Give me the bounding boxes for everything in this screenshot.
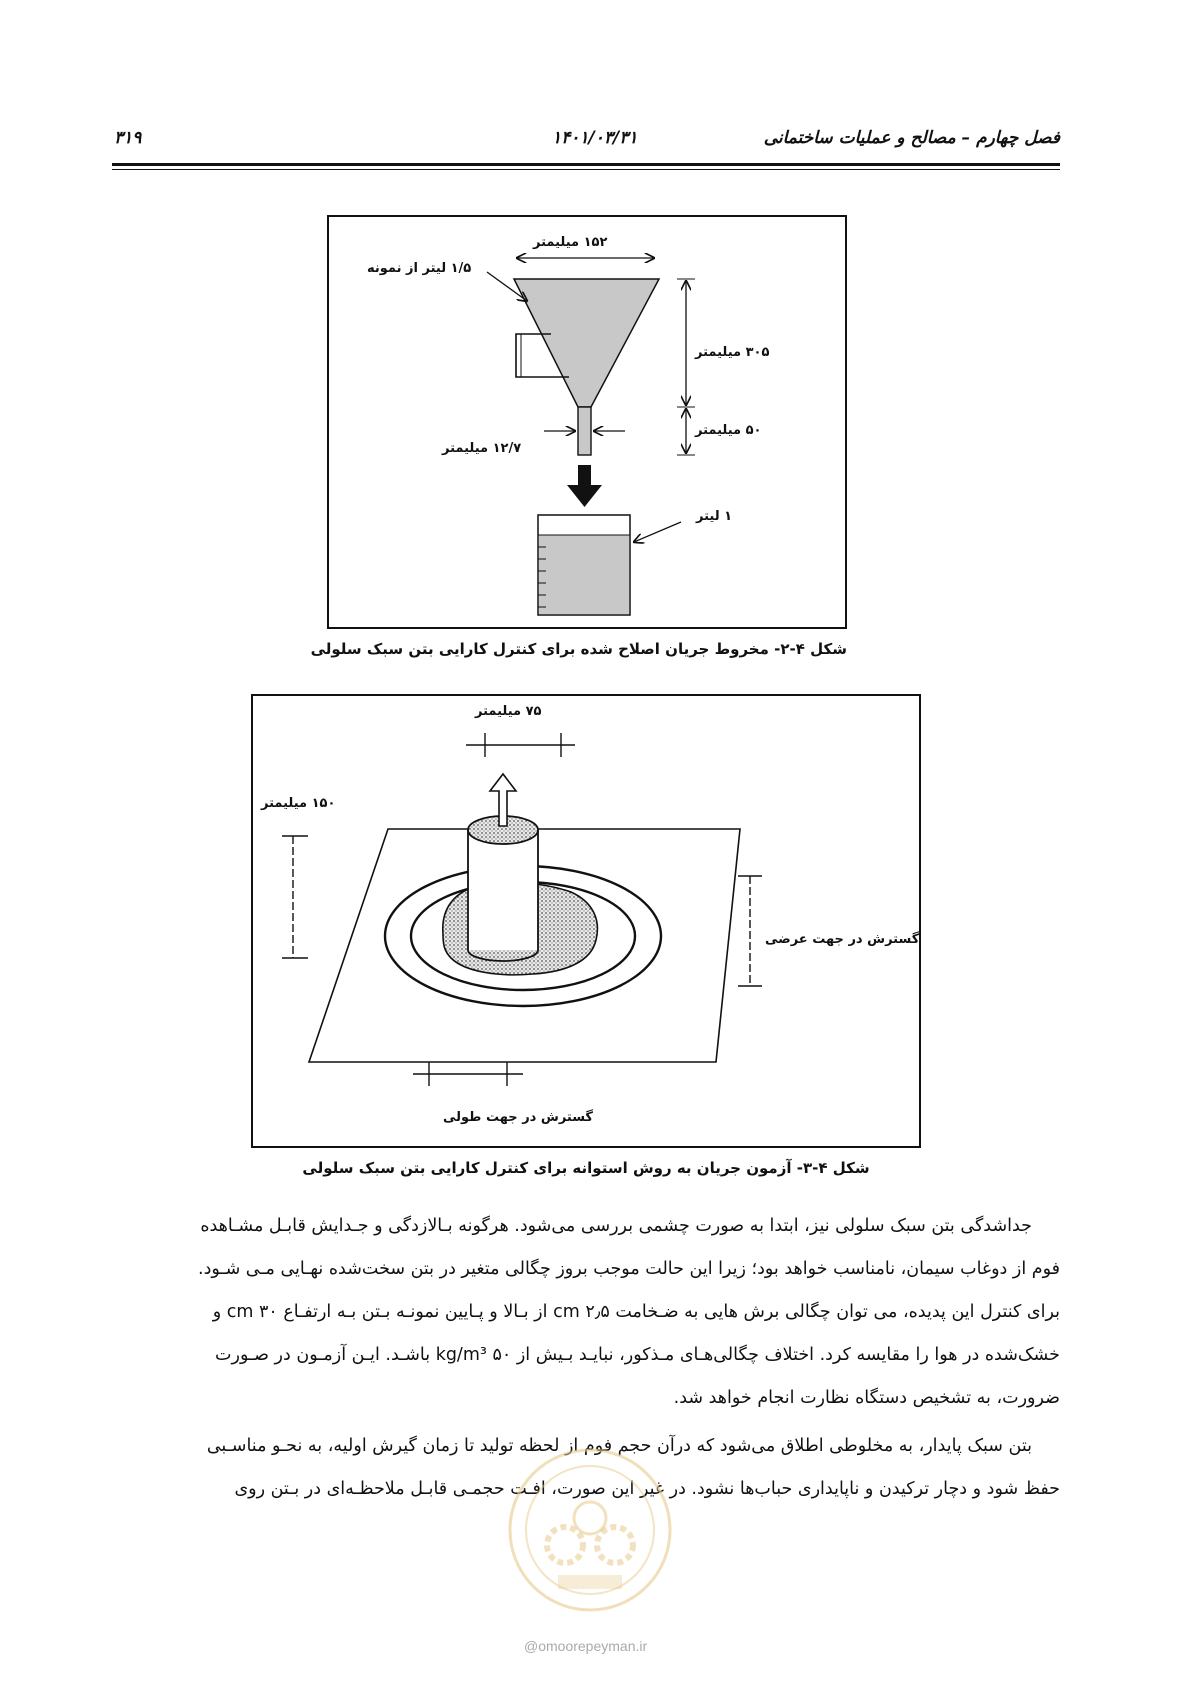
text-line: بتن سبک پایدار، به مخلوطی اطلاق می‌شود که درآن حجم فوم از لحظه تولید تا زمان گیرش اولیه، به نحـو مناسـبی xyxy=(206,1436,1032,1456)
header-rule xyxy=(112,163,1060,166)
text-line: برای کنترل این پدیده، می توان چگالی برش هایی به ضـخامت ۲٫۵ cm از بـالا و پـایین نمونـه بـتن بـه ارتفـاع ۳۰ cm و xyxy=(212,1302,1060,1322)
label-spout-height: ۵۰ میلیمتر xyxy=(695,423,762,438)
label-top-width: ۱۵۲ میلیمتر xyxy=(533,235,608,250)
cone-spout xyxy=(578,407,591,455)
text-line: ضرورت، به تشخیص دستگاه نظارت انجام خواهد شد. xyxy=(673,1388,1060,1408)
figure-cylinder-test xyxy=(251,694,921,1148)
header-date: ۱۴۰۱/۰۳/۳۱ xyxy=(552,128,638,148)
text-line: فوم از دوغاب سیمان، نامناسب خواهد بود؛ زیرا این حالت موجب بروز چگالی متغیر در بتن سخت‌شده نهـایی مـی شـود. xyxy=(198,1259,1060,1279)
figure1-caption: شکل ۴-۲- مخروط جریان اصلاح شده برای کنترل کارایی بتن سبک سلولی xyxy=(310,640,847,658)
cylinder-test-diagram xyxy=(253,696,919,1146)
text-line: حفظ شود و دچار ترکیدن و ناپایداری حباب‌ها نشود. در غیر این صورت، افـت حجمـی قابـل ملاحظـه‌ای در بـتن روی xyxy=(234,1479,1060,1499)
text-line: جداشدگی بتن سبک سلولی نیز، ابتدا به صورت چشمی بررسی می‌شود. هرگونه بـالازدگی و جـدایش قابـل مشـاهده xyxy=(200,1216,1032,1236)
page-number: ۳۱۹ xyxy=(114,128,142,148)
figure2-caption: شکل ۴-۳- آزمون جریان به روش استوانه برای کنترل کارایی بتن سبک سلولی xyxy=(302,1159,870,1177)
label-diameter: ۷۵ میلیمتر xyxy=(475,704,542,719)
label-sample-volume: ۱/۵ لیتر از نمونه xyxy=(367,261,472,276)
label-transverse-spread: گسترش در جهت عرضی xyxy=(765,932,920,947)
figure-flow-cone xyxy=(327,215,847,629)
label-container: ۱ لیتر xyxy=(696,509,733,524)
label-height: ۱۵۰ میلیمتر xyxy=(261,796,336,811)
flow-cone-diagram xyxy=(329,217,845,627)
down-arrow xyxy=(567,465,602,507)
header-rule-thin xyxy=(112,169,1060,170)
label-spout-width: ۱۲/۷ میلیمتر xyxy=(442,441,522,456)
cylinder-body xyxy=(468,830,538,950)
cone-shape xyxy=(514,279,659,407)
label-longitudinal-spread: گسترش در جهت طولی xyxy=(443,1110,593,1125)
text-line: خشک‌شده در هوا را مقایسه کرد. اختلاف چگالی‌هـای مـذکور، نبایـد بـیش از ۵۰ kg/m³ باشـد. ایـن آزمـون در صـورت xyxy=(215,1345,1060,1365)
paragraph-segregation xyxy=(112,1205,1060,1420)
label-cone-height: ۳۰۵ میلیمتر xyxy=(695,345,770,360)
chapter-title: فصل چهارم – مصالح و عملیات ساختمانی xyxy=(763,128,1060,148)
watermark-seal-icon xyxy=(500,1440,680,1620)
watermark-url: @omoorepeyman.ir xyxy=(524,1638,648,1654)
